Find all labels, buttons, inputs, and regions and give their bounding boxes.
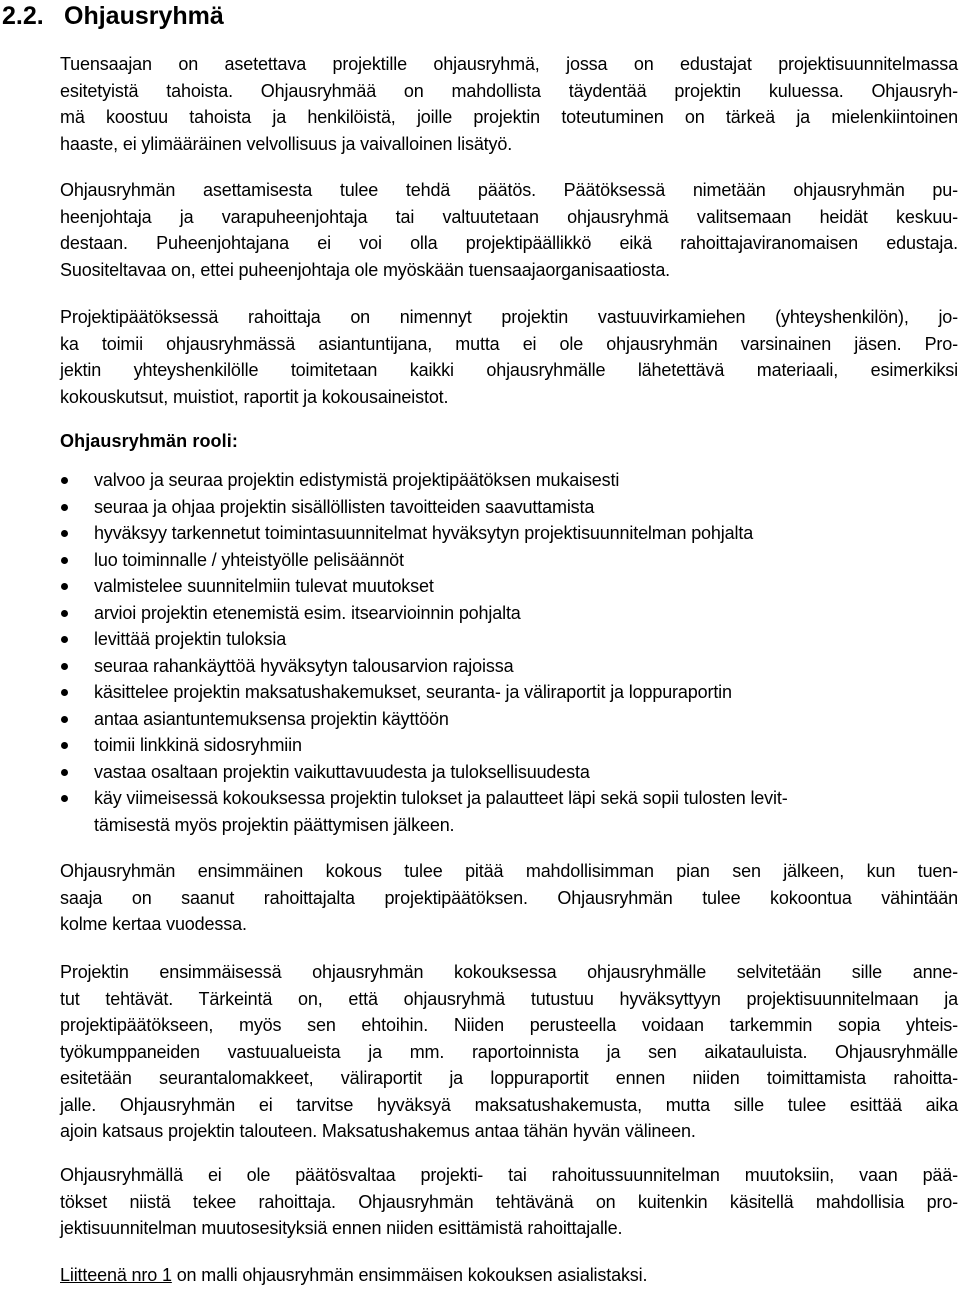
list-item: käsittelee projektin maksatushakemukset, seuranta- ja väliraportit ja loppuraportin — [0, 679, 960, 706]
list-item: seuraa rahankäyttöä hyväksytyn talousarvion rajoissa — [0, 653, 960, 680]
paragraph-first-meeting — [60, 858, 958, 938]
bullet-icon — [61, 742, 68, 749]
text-line: heenjohtaja ja varapuheenjohtaja tai valtuutetaan ohjausryhmä valitsemaan heidät keskuu- — [60, 206, 958, 227]
bullet-icon — [61, 636, 68, 643]
paragraph-decision-power — [60, 1162, 958, 1242]
text-line: haaste, ei ylimääräinen velvollisuus ja vaivalloinen lisätyö. — [60, 133, 513, 154]
bullet-icon — [61, 583, 68, 590]
bullet-icon — [61, 557, 68, 564]
list-item: luo toiminnalle / yhteistyölle pelisäännöt — [0, 547, 960, 574]
bullet-icon — [61, 530, 68, 537]
text-line: mä koostuu tahoista ja henkilöistä, joille projektin toteutuminen on tärkeä ja mielenkiintoinen — [60, 107, 958, 127]
text-line: jektisuunnitelman muutosesityksiä ennen niiden esittämistä rahoittajalle. — [60, 1218, 623, 1238]
text-line: saaja on saanut rahoittajalta projektipäätöksen. Ohjausryhmän tulee kokoontua vähintään — [60, 887, 958, 908]
text-line: kokouskutsut, muistiot, raportit ja kokousaineistot. — [60, 386, 449, 407]
bullet-icon — [61, 795, 68, 802]
text-line: esitetyistä tahoista. Ohjausryhmää on mahdollista täydentää projektin kuluessa. Ohjausryh- — [60, 80, 958, 101]
text-line: jektin yhteyshenkilölle toimitetaan kaikki ohjausryhmälle lähetettävä materiaali, esimerkiksi — [60, 360, 958, 380]
list-item: hyväksyy tarkennetut toimintasuunnitelmat hyväksytyn projektisuunnitelman pohjalta — [0, 520, 960, 547]
text-line: Tuensaajan on asetettava projektille ohjausryhmä, jossa on edustajat projektisuunnitelmassa — [60, 54, 958, 74]
list-item: valmistelee suunnitelmiin tulevat muutokset — [0, 573, 960, 600]
bullet-icon — [61, 477, 68, 484]
bullet-icon — [61, 610, 68, 617]
list-item: seuraa ja ohjaa projektin sisällöllisten tavoitteiden saavuttamista — [0, 494, 960, 521]
bullet-icon — [61, 689, 68, 696]
list-item: valvoo ja seuraa projektin edistymistä projektipäätöksen mukaisesti — [0, 467, 960, 494]
paragraph-appointment-decision — [60, 177, 958, 283]
bullet-icon — [61, 716, 68, 723]
paragraph-steering-group-intro — [60, 51, 958, 157]
text-line: työkumppaneiden vastuualueista ja mm. raportoinnista ja sen aikatauluista. Ohjausryhmälle — [60, 1041, 958, 1062]
appendix-link[interactable]: Liitteenä nro 1 — [60, 1265, 172, 1285]
text-line: Ohjausryhmän ensimmäinen kokous tulee pitää mahdollisimman pian sen jälkeen, kun tuen- — [60, 861, 958, 881]
roles-list — [0, 467, 960, 838]
text-line: Suositeltavaa on, ettei puheenjohtaja ole myöskään tuensaajaorganisaatiosta. — [60, 259, 671, 280]
list-item: arvioi projektin etenemistä esim. itsearvioinnin pohjalta — [0, 600, 960, 627]
roles-heading: Ohjausryhmän rooli: — [60, 431, 238, 451]
list-item: toimii linkkinä sidosryhmiin — [0, 732, 960, 759]
text-line: esitetään seurantalomakkeet, väliraportit ja loppuraportit ennen niiden toimittamista rahoitta- — [60, 1068, 958, 1088]
text-line: tökset niistä tekee rahoittaja. Ohjausryhmän tehtävänä on kuitenkin käsitellä mahdollisia pro- — [60, 1191, 958, 1212]
section-number: 2.2. — [2, 2, 44, 30]
list-item: antaa asiantuntemuksensa projektin käyttöön — [0, 706, 960, 733]
section-title: Ohjausryhmä — [64, 2, 224, 30]
bullet-icon — [61, 663, 68, 670]
text-line: jalle. Ohjausryhmän ei tarvitse hyväksyä maksatushakemusta, mutta sille tulee esittää aika — [60, 1094, 958, 1115]
text-line: Ohjausryhmän asettamisesta tulee tehdä päätös. Päätöksessä nimetään ohjausryhmän pu- — [60, 180, 958, 200]
paragraph-meeting-tasks — [60, 959, 958, 1145]
text-line: Projektipäätöksessä rahoittaja on nimennyt projektin vastuuvirkamiehen (yhteyshenkilön), jo- — [60, 307, 958, 327]
bullet-icon — [61, 504, 68, 511]
bullet-icon — [61, 769, 68, 776]
text-line: projektipäätökseen, myös sen ehtoihin. Niiden perusteella voidaan tarkemmin sopia yhteis- — [60, 1015, 958, 1035]
appendix-note — [60, 1262, 958, 1289]
text-line: ajoin katsaus projektin talouteen. Maksatushakemus antaa tähän hyvän välineen. — [60, 1121, 696, 1141]
list-item: vastaa osaltaan projektin vaikuttavuudesta ja tuloksellisuudesta — [0, 759, 960, 786]
text-line: tut tehtävät. Tärkeintä on, että ohjausryhmä tutustuu hyväksyttyyn projektisuunnitelmaan ja — [60, 988, 958, 1009]
paragraph-contact-person — [60, 304, 958, 410]
section-heading — [2, 0, 224, 32]
text-line: ka toimii ohjausryhmässä asiantuntijana, mutta ei ole ohjausryhmän varsinainen jäsen. Pro- — [60, 333, 958, 354]
text-line: kolme kertaa vuodessa. — [60, 914, 247, 934]
appendix-text: on malli ohjausryhmän ensimmäisen kokouksen asialistaksi. — [171, 1265, 648, 1285]
list-item: levittää projektin tuloksia — [0, 626, 960, 653]
text-line: destaan. Puheenjohtajana ei voi olla projektipäällikkö eikä rahoittajaviranomaisen edustaja. — [60, 233, 958, 253]
text-line: Ohjausryhmällä ei ole päätösvaltaa projekti- tai rahoitussuunnitelman muutoksiin, vaan pää- — [60, 1165, 958, 1185]
text-line: Projektin ensimmäisessä ohjausryhmän kokouksessa ohjausryhmälle selvitetään sille anne- — [60, 962, 958, 982]
list-item: käy viimeisessä kokouksessa projektin tulokset ja palautteet läpi sekä sopii tulosten levit- tämisestä myös projektin päättymisen jälkeen. — [0, 785, 960, 838]
